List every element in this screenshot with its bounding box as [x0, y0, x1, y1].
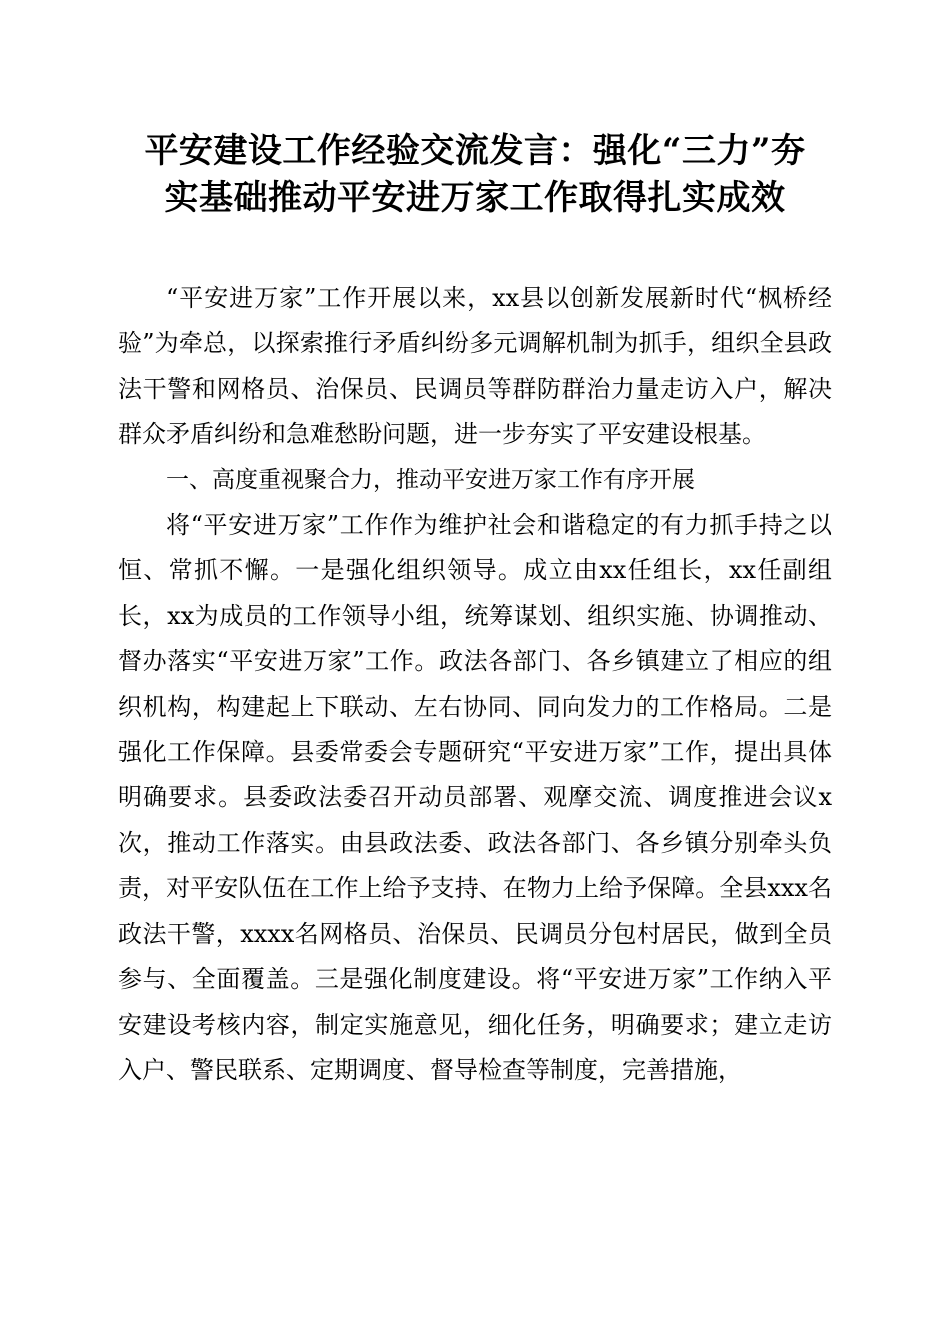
- document-title: [118, 128, 832, 222]
- title-line-2: 实基础推动平安进万家工作取得扎实成效: [164, 178, 786, 218]
- document-body: [118, 276, 832, 1093]
- section-heading-1: 一、高度重视聚合力，推动平安进万家工作有序开展: [166, 466, 695, 493]
- section-1-paragraph: 将“平安进万家”工作作为维护社会和谐稳定的有力抓手持之以恒、常抓不懈。一是强化组织领导。成立由xx任组长，xx任副组长，xx为成员的工作领导小组，统筹谋划、组织实施、协调推动、督办落实“平安进万家”工作。政法各部门、各乡镇建立了相应的组织机构，构建起上下联动、左右协同、同向发力的工作格局。二是强化工作保障。县委常委会专题研究“平安进万家”工作，提出具体明确要求。县委政法委召开动员部署、观摩交流、调度推进会议x次，推动工作落实。由县政法委、政法各部门、各乡镇分别牵头负责，对平安队伍在工作上给予支持、在物力上给予保障。全县xxx名政法干警，xxxx名网格员、治保员、民调员分包村居民，做到全员参与、全面覆盖。三是强化制度建设。将“平安进万家”工作纳入平安建设考核内容，制定实施意见，细化任务，明确要求；建立走访入户、警民联系、定期调度、督导检查等制度，完善措施，: [118, 511, 832, 1084]
- title-line-1: 平安建设工作经验交流发言：强化“三力”夯: [144, 131, 806, 171]
- intro-paragraph: “平安进万家”工作开展以来，xx县以创新发展新时代“枫桥经验”为牵总，以探索推行矛盾纠纷多元调解机制为抓手，组织全县政法干警和网格员、治保员、民调员等群防群治力量走访入户，解决群众矛盾纠纷和急难愁盼问题，进一步夯实了平安建设根基。: [118, 284, 832, 449]
